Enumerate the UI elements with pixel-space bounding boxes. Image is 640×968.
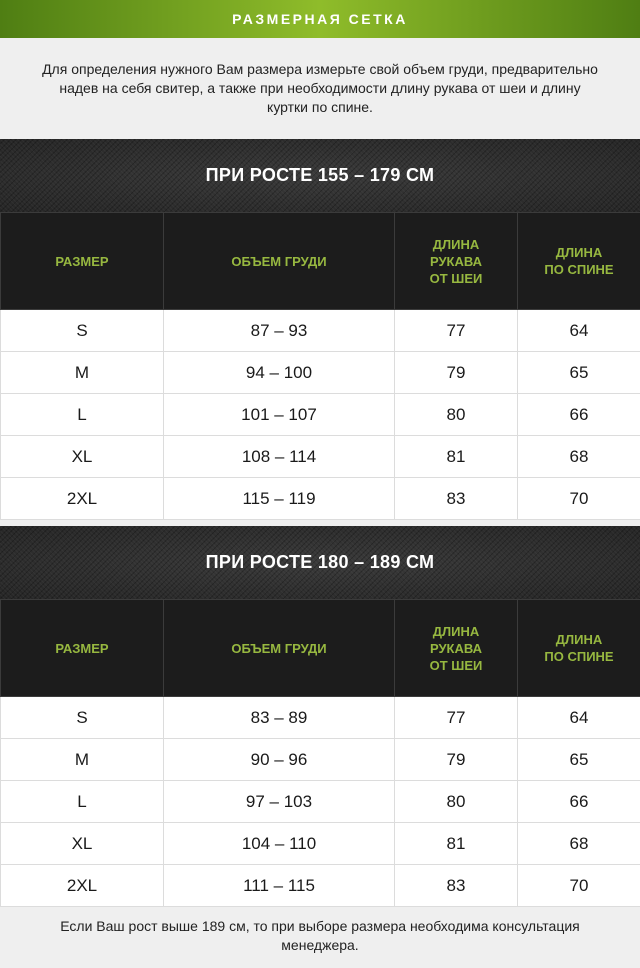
table-1-title: ПРИ РОСТЕ 155 – 179 СМ [205,165,435,185]
back-cell: 64 [518,697,640,739]
size-cell: XL [1,823,164,865]
table-1-title-bar [0,139,640,212]
chest-cell: 108 – 114 [164,436,395,478]
chest-cell: 83 – 89 [164,697,395,739]
sleeve-cell: 80 [395,394,518,436]
table-row [1,352,640,394]
table-row [1,436,640,478]
size-cell: 2XL [1,478,164,520]
chest-cell: 111 – 115 [164,865,395,907]
size-cell: M [1,352,164,394]
chest-cell: 115 – 119 [164,478,395,520]
back-cell: 64 [518,310,640,352]
back-cell: 68 [518,436,640,478]
back-cell: 70 [518,478,640,520]
sleeve-cell: 80 [395,781,518,823]
chest-cell: 97 – 103 [164,781,395,823]
column-header-chest: ОБЪЕМ ГРУДИ [164,213,395,310]
chest-cell: 104 – 110 [164,823,395,865]
column-header-back: ДЛИНА ПО СПИНЕ [518,600,640,697]
sleeve-cell: 77 [395,697,518,739]
size-cell: XL [1,436,164,478]
table-row [1,865,640,907]
sleeve-cell: 79 [395,739,518,781]
sleeve-cell: 81 [395,436,518,478]
size-cell: L [1,394,164,436]
column-header-sleeve: ДЛИНА РУКАВА ОТ ШЕИ [395,600,518,697]
chest-cell: 101 – 107 [164,394,395,436]
back-cell: 68 [518,823,640,865]
sleeve-cell: 81 [395,823,518,865]
back-cell: 65 [518,739,640,781]
sleeve-cell: 83 [395,865,518,907]
table-row [1,310,640,352]
sleeve-cell: 83 [395,478,518,520]
table-row [1,739,640,781]
table-row [1,478,640,520]
table-row [1,697,640,739]
page-title: РАЗМЕРНАЯ СЕТКА [232,11,408,27]
table-row [1,781,640,823]
column-header-chest: ОБЪЕМ ГРУДИ [164,600,395,697]
sleeve-cell: 77 [395,310,518,352]
intro-text: Для определения нужного Вам размера измерьте свой объем груди, предварительно надев на себя свитер, а также при необходимости длину рукава от шеи и длину куртки по спине. [42,61,598,115]
table-2-title-bar [0,526,640,599]
size-cell: L [1,781,164,823]
size-cell: S [1,697,164,739]
table-row [1,823,640,865]
title-banner [0,0,640,38]
size-table-1 [0,212,640,520]
size-table-2 [0,599,640,907]
column-header-sleeve: ДЛИНА РУКАВА ОТ ШЕИ [395,213,518,310]
back-cell: 66 [518,781,640,823]
chest-cell: 87 – 93 [164,310,395,352]
back-cell: 66 [518,394,640,436]
column-header-size: РАЗМЕР [1,213,164,310]
chest-cell: 94 – 100 [164,352,395,394]
table-2-title: ПРИ РОСТЕ 180 – 189 СМ [205,552,435,572]
table-row [1,394,640,436]
size-cell: 2XL [1,865,164,907]
sleeve-cell: 79 [395,352,518,394]
table-header-row [1,213,640,310]
chest-cell: 90 – 96 [164,739,395,781]
back-cell: 70 [518,865,640,907]
table-header-row [1,600,640,697]
back-cell: 65 [518,352,640,394]
footer-note: Если Ваш рост выше 189 см, то при выборе размера необходима консультация менеджера. [60,918,580,953]
size-cell: S [1,310,164,352]
size-cell: M [1,739,164,781]
column-header-size: РАЗМЕР [1,600,164,697]
column-header-back: ДЛИНА ПО СПИНЕ [518,213,640,310]
